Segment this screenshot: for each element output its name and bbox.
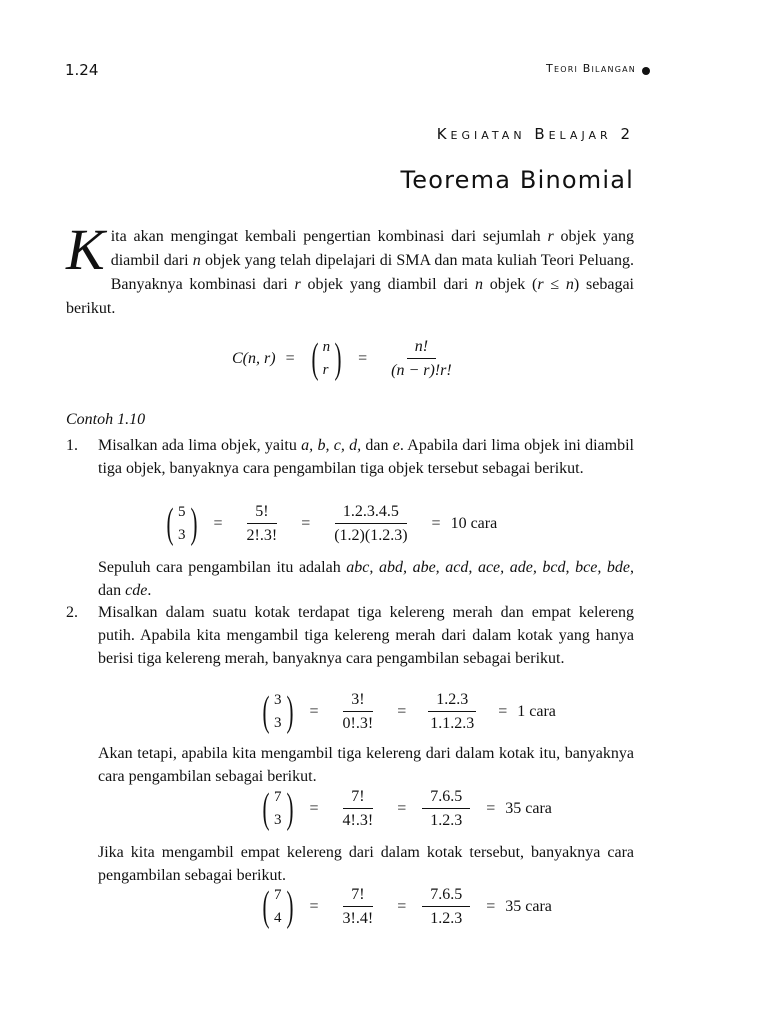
intro-text: objek ( (482, 276, 538, 293)
running-head: Teori Bilangan (546, 62, 636, 75)
binomial-coefficient (259, 788, 297, 830)
intro-text: ) sebagai berikut. (66, 276, 634, 317)
right-paren: ) (286, 884, 293, 930)
right-paren: ) (334, 336, 342, 382)
fraction-numerator: 7.6.5 (422, 788, 470, 809)
equals-sign: = (285, 350, 295, 367)
paragraph-text: . (147, 582, 152, 599)
fraction-denominator: 0!.3! (342, 715, 374, 732)
equals-sign: = (309, 703, 319, 720)
equals-sign: = (309, 898, 319, 915)
equals-sign: = (397, 800, 407, 817)
binomial-coefficient (259, 691, 297, 733)
fraction-numerator: 1.2.3.4.5 (335, 503, 407, 524)
fraction (335, 886, 382, 928)
example-label: Contoh 1.10 (66, 411, 146, 428)
object-e: e (392, 437, 400, 454)
left-paren: ( (311, 336, 319, 382)
fraction-numerator: 7.6.5 (422, 886, 470, 907)
fraction-numerator: n! (407, 338, 436, 359)
equals-sign: = (301, 515, 311, 532)
fraction-denominator: 2!.3! (246, 527, 278, 544)
binom-bottom: 4 (274, 910, 282, 926)
fraction-numerator: 5! (247, 503, 276, 524)
fraction (335, 788, 382, 830)
left-paren: ( (262, 884, 270, 930)
fraction-numerator: 7! (343, 886, 372, 907)
right-paren: ) (286, 689, 293, 735)
equals-sign: = (431, 515, 441, 532)
result-paragraph (98, 556, 634, 602)
intro-paragraph (66, 217, 634, 321)
binom-bottom: 3 (274, 812, 282, 828)
item-number: 1. (66, 437, 78, 454)
intro-text: objek yang diambil dari (300, 276, 475, 293)
equals-sign: = (397, 703, 407, 720)
binomial-coefficient (163, 503, 201, 545)
binom-top: 7 (274, 887, 282, 903)
left-paren: ( (262, 689, 270, 735)
combination-formula (232, 338, 466, 380)
right-paren: ) (190, 501, 197, 547)
fraction-denominator: 1.1.2.3 (430, 715, 475, 732)
fraction (326, 503, 415, 545)
binom-bottom: 3 (178, 527, 186, 543)
fraction (335, 691, 382, 733)
formula-5-choose-3 (160, 503, 497, 545)
equals-sign: = (397, 898, 407, 915)
formula-7-choose-3 (256, 788, 552, 830)
combination-list: abc, abd, abe, acd, ace, ade, bcd, bce, bde (346, 559, 631, 576)
binomial-coefficient (308, 338, 346, 380)
formula-result: 35 cara (505, 898, 552, 915)
intro-text: ≤ (543, 276, 566, 293)
var-r: r (537, 276, 544, 293)
equals-sign: = (213, 515, 223, 532)
item-text-part: . Apabila dari lima objek ini diambil tiga objek, banyaknya cara pengambilan tiga objek tersebut sebagai berikut. (98, 437, 634, 477)
object-list: a, b, c, d, (301, 437, 362, 454)
combination-last: cde (125, 582, 148, 599)
page-number: 1.24 (65, 61, 99, 79)
binom-top: 3 (274, 692, 282, 708)
var-n: n (474, 276, 483, 293)
fraction-denominator: 1.2.3 (430, 910, 463, 927)
binom-bottom: 3 (274, 715, 282, 731)
binom-top: 5 (178, 504, 186, 520)
list-item (66, 434, 634, 480)
fraction (422, 691, 482, 733)
equals-sign: = (358, 350, 368, 367)
equals-sign: = (498, 703, 508, 720)
formula-lhs: C(n, r) (232, 350, 276, 367)
fraction-numerator: 1.2.3 (428, 691, 476, 712)
left-paren: ( (166, 501, 174, 547)
paragraph: Jika kita mengambil empat kelereng dari dalam kotak tersebut, banyaknya cara pengambilan sebagai berikut. (98, 844, 634, 884)
item-text-part: dan (361, 437, 393, 454)
intro-text: objek yang telah dipelajari di SMA dan mata kuliah Teori Peluang. Banyaknya kombinasi dari (110, 252, 634, 293)
page-title: Teorema Binomial (400, 166, 634, 194)
paragraph: Akan tetapi, apabila kita mengambil tiga kelereng dari dalam kotak itu, banyaknya cara pengambilan sebagai berikut. (98, 745, 634, 785)
item-text: Misalkan dalam suatu kotak terdapat tiga kelereng merah dan empat kelereng putih. Apabila kita mengambil tiga kelereng merah dari dalam kotak yang hanya berisi tiga kelereng merah, banyaknya cara pengambilan sebagai berikut. (98, 604, 634, 667)
item-text (98, 434, 634, 480)
formula-result: 1 cara (517, 703, 556, 720)
fraction-denominator: 1.2.3 (430, 812, 463, 829)
fraction-numerator: 7! (343, 788, 372, 809)
formula-7-choose-4 (256, 886, 552, 928)
intro-text: ita akan mengingat kembali pengertian kombinasi dari sejumlah (110, 228, 548, 245)
var-n: n (565, 276, 574, 293)
item-text-part: Misalkan ada lima objek, yaitu (98, 437, 302, 454)
fraction (422, 886, 470, 928)
binom-top: n (322, 339, 331, 355)
binomial-coefficient (259, 886, 297, 928)
paragraph-text: Sepuluh cara pengambilan itu adalah (98, 559, 347, 576)
var-n: n (192, 252, 201, 269)
section-kicker: Kegiatan Belajar 2 (436, 125, 634, 143)
fraction (383, 338, 460, 380)
binom-top: 7 (274, 789, 282, 805)
left-paren: ( (262, 786, 270, 832)
fraction-denominator: (1.2)(1.2.3) (334, 527, 408, 544)
fraction-denominator: 3!.4! (342, 910, 374, 927)
fraction (239, 503, 286, 545)
fraction-denominator: (n − r)!r! (391, 362, 452, 379)
paragraph-text: , dan (98, 559, 635, 599)
formula-result: 35 cara (505, 800, 552, 817)
dropcap: K (66, 217, 105, 282)
fraction (422, 788, 470, 830)
list-item (66, 601, 634, 670)
var-r: r (547, 228, 554, 245)
fraction-denominator: 4!.3! (342, 812, 374, 829)
fraction-numerator: 3! (343, 691, 372, 712)
var-r: r (294, 276, 301, 293)
header-bullet-icon (642, 67, 650, 75)
binom-bottom: r (322, 362, 329, 378)
item-number: 2. (66, 604, 78, 621)
equals-sign: = (486, 898, 496, 915)
right-paren: ) (286, 786, 293, 832)
equals-sign: = (486, 800, 496, 817)
formula-3-choose-3 (256, 691, 556, 733)
equals-sign: = (309, 800, 319, 817)
formula-result: 10 cara (450, 515, 498, 532)
intro-text: objek yang diambil dari (110, 228, 634, 269)
